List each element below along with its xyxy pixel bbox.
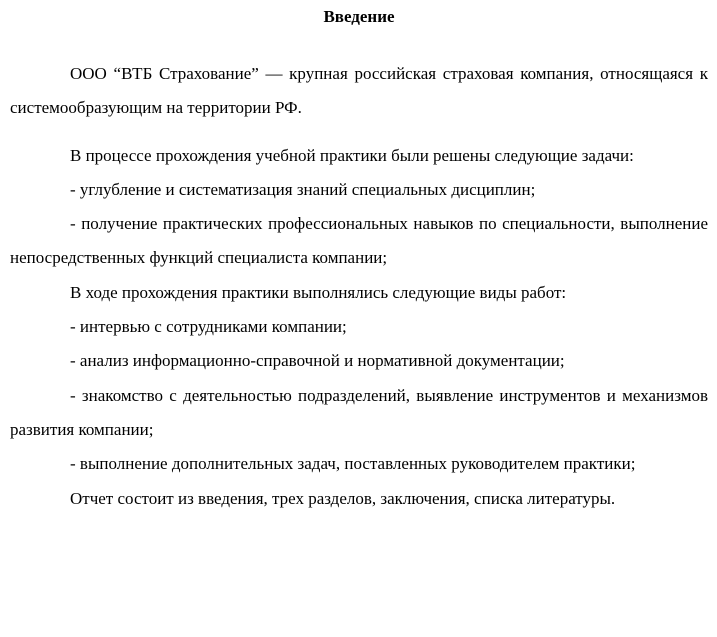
work-item: - интервью с сотрудниками компании; <box>70 317 347 337</box>
intro-paragraph: ООО “ВТБ Страхование” — крупная российская страховая компания, относящаяся к системообразующим на территории РФ. <box>10 64 708 118</box>
work-item: - знакомство с деятельностью подразделений, выявление инструментов и механизмов развития компании; <box>10 385 708 439</box>
report-structure-paragraph: Отчет состоит из введения, трех разделов, заключения, списка литературы. <box>70 488 616 508</box>
document-title: Введение <box>323 7 395 26</box>
paragraph-gap <box>10 126 708 139</box>
task-item: - получение практических профессиональных навыков по специальности, выполнение непосредственных функций специалиста компании; <box>10 214 708 268</box>
work-item: - анализ информационно-справочной и нормативной документации; <box>70 351 565 371</box>
work-item: - выполнение дополнительных задач, поставленных руководителем практики; <box>70 454 636 474</box>
tasks-intro-paragraph: В процессе прохождения учебной практики были решены следующие задачи: <box>70 145 634 165</box>
works-intro-paragraph: В ходе прохождения практики выполнялись следующие виды работ: <box>70 282 567 302</box>
task-item: - углубление и систематизация знаний специальных дисциплин; <box>70 179 536 199</box>
